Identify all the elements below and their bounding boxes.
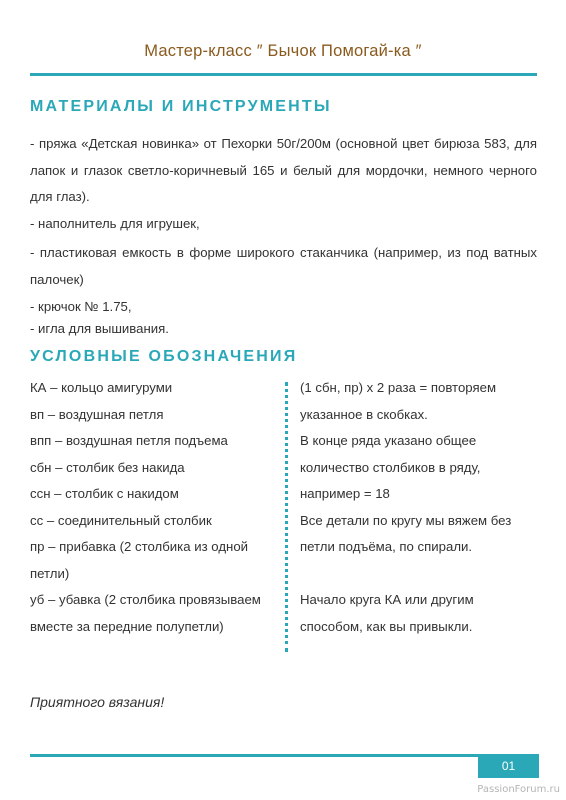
materials-item-container: - пластиковая емкость в форме широкого стаканчика (например, из под ватных палочек) <box>30 245 537 287</box>
legend-note-start: Начало круга КА или другим способом, как вы привыкли. <box>300 592 474 634</box>
legend-item-sbn: сбн – столбик без накида <box>30 459 185 475</box>
legend-note-repeat: (1 сбн, пр) х 2 раза = повторяем указанное в скобках. <box>300 380 497 422</box>
page-title: Мастер-класс ″ Бычок Помогай-ка ″ <box>144 42 422 60</box>
watermark: PassionForum.ru <box>477 784 560 795</box>
materials-item-yarn: - пряжа «Детская новинка» от Пехорки 50г/200м (основной цвет бирюза 583, для лапок и глазок светло-коричневый 165 и белый для мордочки, немного черного для глаз). <box>30 136 537 204</box>
page-number: 01 <box>478 754 539 778</box>
legend-spacer <box>300 561 540 588</box>
column-divider <box>285 382 288 652</box>
legend-item-ub: уб – убавка (2 столбика провязываем вместе за передние полупетли) <box>30 592 261 634</box>
header-rule <box>30 73 537 76</box>
legend-note-spiral: Все детали по кругу мы вяжем без петли подъёма, по спирали. <box>300 512 512 554</box>
legend-note-count: В конце ряда указано общее количество столбиков в ряду, например = 18 <box>300 433 481 501</box>
legend-item-ss: сс – соединительный столбик <box>30 512 212 528</box>
materials-list <box>30 131 537 340</box>
legend-heading: УСЛОВНЫЕ ОБОЗНАЧЕНИЯ <box>30 348 298 365</box>
legend-item-pr: пр – прибавка (2 столбика из одной петли) <box>30 539 249 581</box>
legend-abbreviations <box>30 375 280 640</box>
legend-notes <box>300 375 540 640</box>
materials-item-needle: - игла для вышивания. <box>30 321 169 336</box>
legend-item-vpp: впп – воздушная петля подъема <box>30 433 228 448</box>
materials-item-hook: - крючок № 1.75, <box>30 299 132 314</box>
legend-item-vp: вп – воздушная петля <box>30 406 164 422</box>
legend-item-ka: КА – кольцо амигуруми <box>30 380 173 395</box>
materials-item-filler: - наполнитель для игрушек, <box>30 215 200 231</box>
closing-text: Приятного вязания! <box>30 694 165 710</box>
footer-rule <box>30 754 478 757</box>
materials-heading: МАТЕРИАЛЫ И ИНСТРУМЕНТЫ <box>30 98 332 115</box>
legend-item-ssn: ссн – столбик с накидом <box>30 486 179 501</box>
